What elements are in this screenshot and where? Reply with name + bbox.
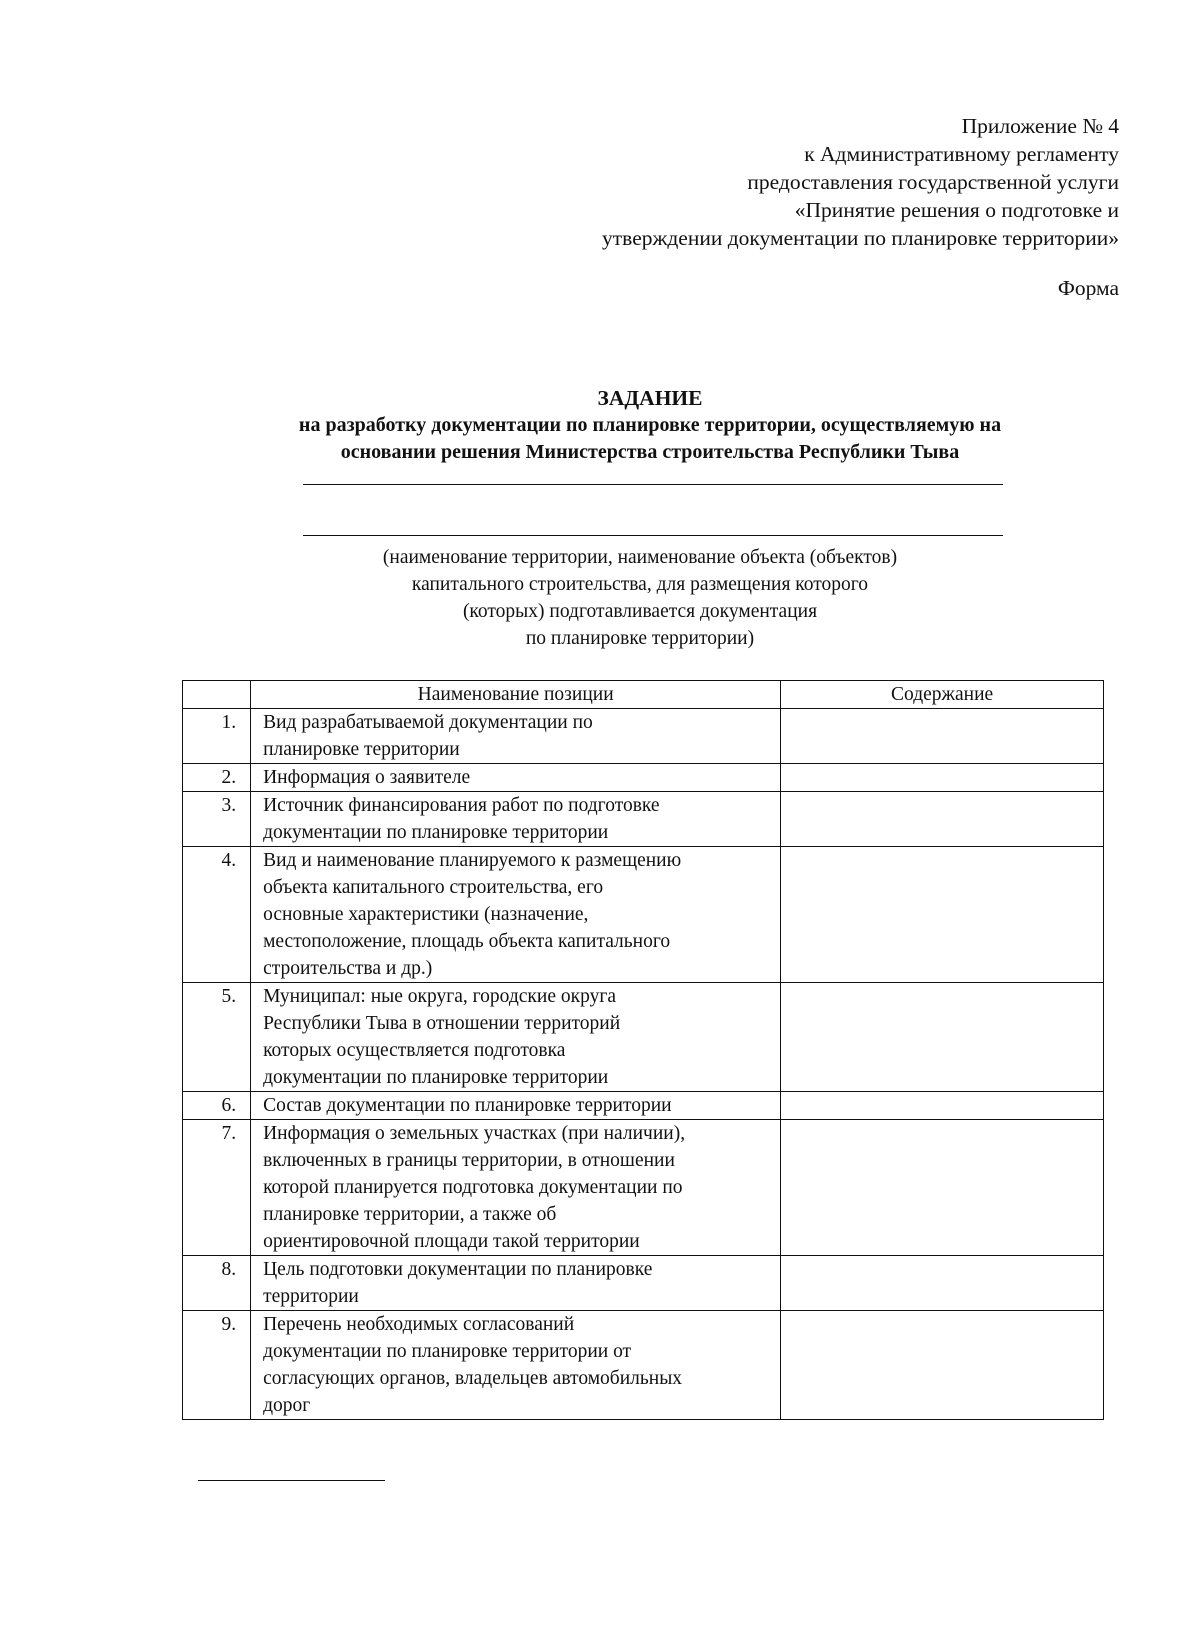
row-position-name [251,764,781,792]
row-position-name [251,709,781,764]
appendix-service: предоставления государственной услуги [747,170,1119,194]
position-name-line: основные характеристики (назначение, [263,904,589,925]
fill-in-line-1 [303,484,1003,485]
position-name-line: планировке территории [263,739,460,760]
form-label: Форма [1057,276,1119,300]
position-name-line: Источник финансирования работ по подготовке [263,795,660,816]
row-number: 8. [183,1256,251,1311]
row-content [781,1256,1104,1311]
row-position-name [251,1311,781,1420]
table-body [183,709,1104,1420]
row-content [781,1092,1104,1120]
header-position-name: Наименование позиции [251,681,781,709]
row-position-name [251,1256,781,1311]
position-name-line: документации по планировке территории [263,822,609,843]
row-number: 1. [183,709,251,764]
row-number: 9. [183,1311,251,1420]
document-title: ЗАДАНИЕ [597,386,703,410]
row-number: 6. [183,1092,251,1120]
position-name-line: которых осуществляется подготовка [263,1040,566,1061]
row-number: 2. [183,764,251,792]
position-name-line: дорог [263,1395,311,1416]
fill-in-caption [280,544,1000,652]
table-row [183,764,1104,792]
position-name-line: документации по планировке территории от [263,1341,632,1362]
table-header-row [183,681,1104,709]
position-name-line: планировке территории, а также об [263,1204,557,1225]
row-number: 3. [183,792,251,847]
footnote-separator [198,1480,385,1481]
position-name-line: документации по планировке территории [263,1067,609,1088]
position-name-line: Цель подготовки документации по планировке [263,1259,653,1280]
table-row [183,1256,1104,1311]
row-number: 7. [183,1120,251,1256]
position-name-line: Муниципал: ные округа, городские округа [263,986,616,1007]
position-name-line: Состав документации по планировке территории [263,1095,672,1116]
row-content [781,847,1104,983]
caption-line-1: (наименование территории, наименование объекта (объектов) [382,547,898,568]
table-row [183,1092,1104,1120]
table-row [183,1120,1104,1256]
row-content [781,709,1104,764]
position-name-line: объекта капитального строительства, его [263,877,604,898]
header-content: Содержание [781,681,1104,709]
table-row [183,847,1104,983]
row-position-name [251,1092,781,1120]
position-name-line: Республики Тыва в отношении территорий [263,1013,621,1034]
position-name-line: Вид разрабатываемой документации по [263,712,593,733]
row-content [781,792,1104,847]
appendix-service-name-1: «Принятие решения о подготовке и [794,198,1119,222]
position-name-line: согласующих органов, владельцев автомобильных [263,1368,683,1389]
caption-line-3: (которых) подготавливается документация [462,601,818,622]
caption-line-4: по планировке территории) [525,628,755,649]
row-content [781,1120,1104,1256]
row-position-name [251,847,781,983]
position-name-line: местоположение, площадь объекта капитального [263,931,671,952]
position-name-line: Вид и наименование планируемого к размещению [263,850,682,871]
row-number: 5. [183,983,251,1092]
appendix-service-name-2: утверждении документации по планировке территории» [602,226,1119,250]
document-title-block [180,384,1120,466]
position-name-line: строительства и др.) [263,958,433,979]
position-name-line: Информация о земельных участках (при наличии), [263,1123,686,1144]
appendix-reference: к Административному регламенту [804,142,1119,166]
table-row [183,792,1104,847]
position-name-line: территории [263,1286,359,1307]
row-position-name [251,792,781,847]
assignment-table [182,680,1104,1420]
table-row [183,1311,1104,1420]
appendix-number: Приложение № 4 [961,114,1119,138]
row-content [781,1311,1104,1420]
table-row [183,983,1104,1092]
position-name-line: ориентировочной площади такой территории [263,1231,640,1252]
table-row [183,709,1104,764]
document-subtitle-line-2: основании решения Министерства строительства Республики Тыва [340,441,960,463]
row-content [781,983,1104,1092]
row-position-name [251,1120,781,1256]
fill-in-line-2 [303,535,1003,536]
position-name-line: Перечень необходимых согласований [263,1314,575,1335]
row-position-name [251,983,781,1092]
position-name-line: включенных в границы территории, в отношении [263,1150,675,1171]
row-content [781,764,1104,792]
position-name-line: которой планируется подготовка документации по [263,1177,683,1198]
appendix-header [602,112,1119,252]
header-number [183,681,251,709]
row-number: 4. [183,847,251,983]
caption-line-2: капитального строительства, для размещения которого [411,574,869,595]
document-subtitle-line-1: на разработку документации по планировке территории, осуществляемую на [298,414,1002,436]
position-name-line: Информация о заявителе [263,767,471,788]
